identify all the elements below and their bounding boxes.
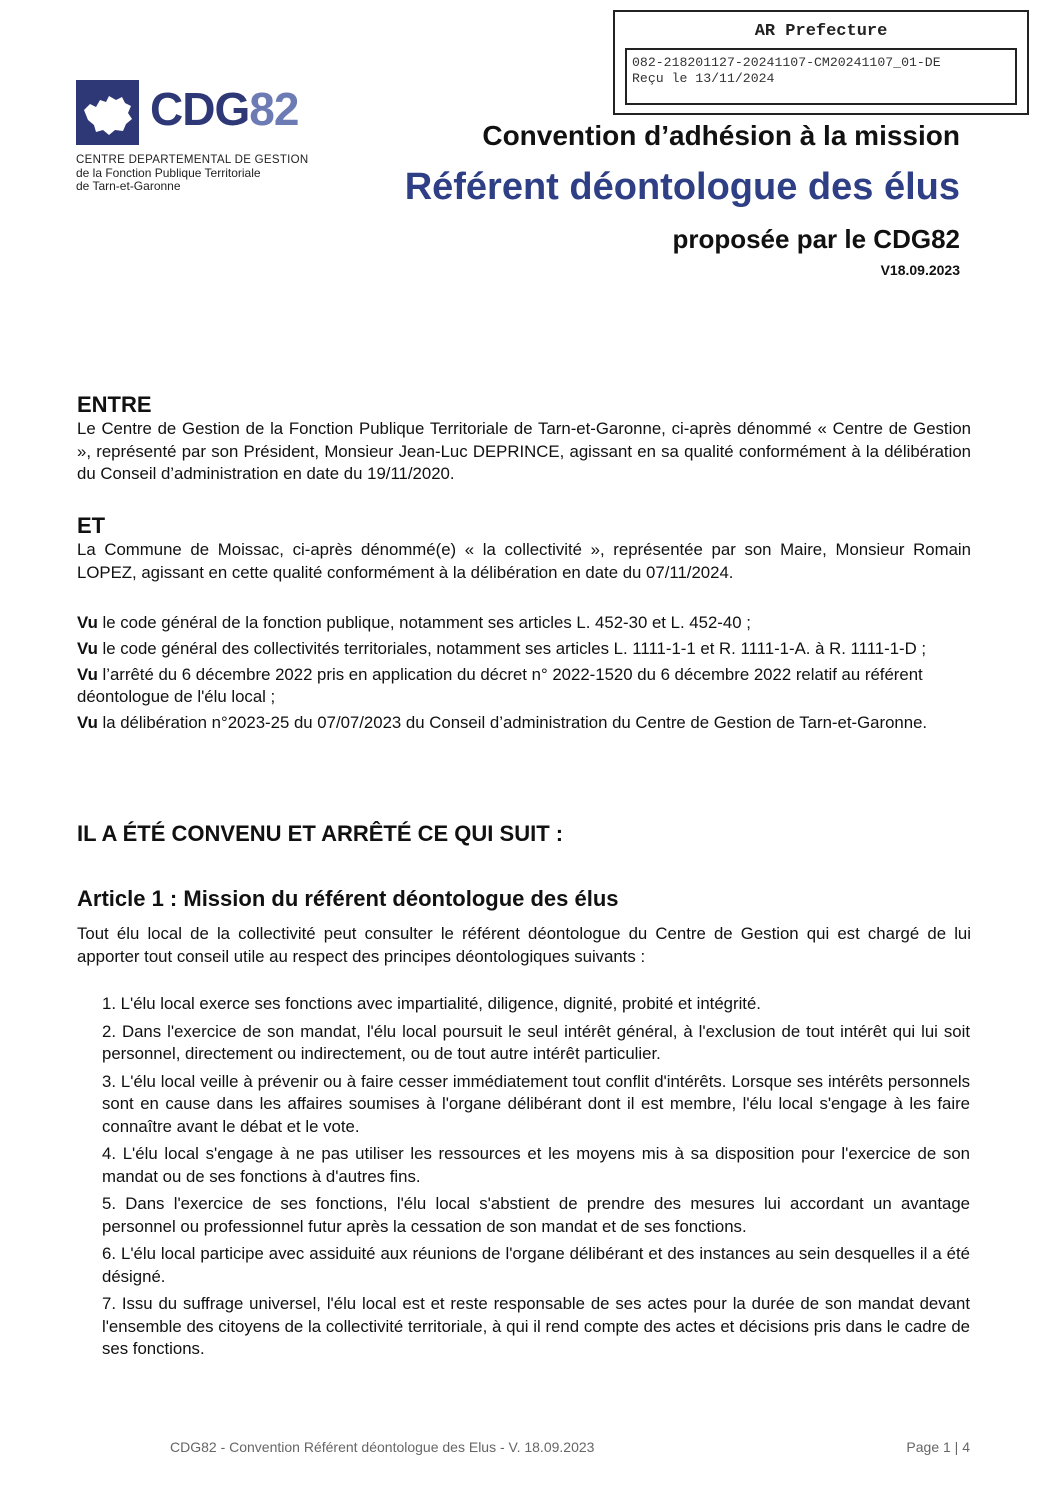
et-heading: ET	[77, 513, 106, 538]
stamp-details	[625, 48, 1017, 105]
stamp-title: AR Prefecture	[754, 22, 888, 41]
logo-subtitle-line: CENTRE DEPARTEMENTAL DE GESTION	[76, 154, 309, 166]
entre-heading: ENTRE	[77, 392, 152, 417]
et-text: La Commune de Moissac, ci-après dénommé(e) « la collectivité », représentée par son Maire, Monsieur Romain LOPEZ, agissant en cette qualité conformément à la délibération en date du 07/11/2024.	[77, 540, 971, 582]
party-entre-section	[77, 392, 971, 486]
vu-item	[77, 712, 971, 734]
list-item: 1. L'élu local exerce ses fonctions avec impartialité, diligence, dignité, probité et intégrité.	[102, 994, 761, 1013]
logo-subtitle-line: de la Fonction Publique Territoriale	[76, 166, 261, 180]
document-title-line3: proposée par le CDG82	[672, 224, 960, 254]
stamp-received-date: Reçu le 13/11/2024	[632, 71, 775, 86]
vu-text: le code général des collectivités territoriales, notamment ses articles L. 1111-1-1 et R. 1111-1-A. à R. 1111-1-D ;	[102, 639, 927, 658]
vu-text: le code général de la fonction publique, notamment ses articles L. 452-30 et L. 452-40 ;	[102, 613, 751, 632]
article-1-principles-list	[102, 993, 970, 1366]
prefecture-stamp	[613, 10, 1029, 115]
footer-document-reference: CDG82 - Convention Référent déontologue des Elus - V. 18.09.2023	[170, 1439, 595, 1455]
vu-label: Vu	[77, 665, 98, 684]
vu-item	[77, 638, 971, 660]
list-item: 7. Issu du suffrage universel, l'élu local est et reste responsable de ses actes pour la durée de son mandat devant l'ensemble des citoyens de la collectivité territoriale, à qui il rend compte des actes et décisions pris dans le cadre de ses fonctions.	[102, 1294, 970, 1358]
article-1-section	[77, 886, 971, 968]
party-et-section	[77, 513, 971, 584]
vu-list	[77, 612, 971, 738]
list-item: 2. Dans l'exercice de son mandat, l'élu local poursuit le seul intérêt général, à l'exclusion de tout intérêt qui lui soit personnel, directement ou indirectement, ou de tout autre intérêt particulier.	[102, 1021, 970, 1063]
logo-wordmark-prefix: CDG	[150, 83, 250, 135]
convenu-section	[77, 821, 971, 847]
list-item: 6. L'élu local participe avec assiduité aux réunions de l'organe délibérant et des instances au sein desquelles il a été désigné.	[102, 1244, 970, 1286]
document-title-main: Référent déontologue des élus	[404, 166, 960, 208]
vu-label: Vu	[77, 613, 98, 632]
vu-text: l’arrêté du 6 décembre 2022 pris en application du décret n° 2022-1520 du 6 décembre 2022 relatif au référent déontologue de l'élu local ;	[77, 665, 923, 706]
list-item: 4. L'élu local s'engage à ne pas utiliser les ressources et les moyens mis à sa disposition pour l'exercice de son mandat ou de ses fonctions à d'autres fins.	[102, 1144, 970, 1186]
stamp-reference: 082-218201127-20241107-CM20241107_01-DE	[632, 55, 941, 70]
list-item: 3. L'élu local veille à prévenir ou à faire cesser immédiatement tout conflit d'intérêts. Lorsque ses intérêts personnels sont en cause dans les affaires soumises à l'organe délibérant dont il est membre, l'élu local s'engage à les faire connaître avant le débat et le vote.	[102, 1071, 970, 1136]
footer-page-number: Page 1 | 4	[906, 1439, 970, 1455]
article-1-intro: Tout élu local de la collectivité peut consulter le référent déontologue du Centre de Gestion qui est chargé de lui apporter tout conseil utile au respect des principes déontologiques suivants :	[77, 924, 971, 966]
list-item: 5. Dans l'exercice de ses fonctions, l'élu local s'abstient de prendre des mesures lui accordant un avantage personnel ou professionnel futur après la cessation de son mandat et de ses fonctions.	[102, 1194, 970, 1236]
logo-subtitle-line: de Tarn-et-Garonne	[76, 179, 181, 193]
vu-item	[77, 612, 971, 634]
cdg82-logo-icon	[76, 80, 139, 145]
entre-text: Le Centre de Gestion de la Fonction Publique Territoriale de Tarn-et-Garonne, ci-après dénommé « Centre de Gestion », représenté par son Président, Monsieur Jean-Luc DEPRINCE, agissant en sa qualité conformément à la délibération du Conseil d’administration en date du 19/11/2020.	[77, 419, 971, 483]
vu-label: Vu	[77, 639, 98, 658]
logo-subtitle	[76, 154, 309, 193]
convenu-heading: IL A ÉTÉ CONVENU ET ARRÊTÉ CE QUI SUIT :	[77, 821, 564, 846]
article-1-heading: Article 1 : Mission du référent déontologue des élus	[77, 886, 619, 911]
vu-label: Vu	[77, 713, 98, 732]
logo-wordmark	[150, 80, 298, 138]
document-version: V18.09.2023	[880, 262, 960, 278]
vu-text: la délibération n°2023-25 du 07/07/2023 du Conseil d’administration du Centre de Gestion de Tarn-et-Garonne.	[102, 713, 928, 732]
document-title-line1: Convention d’adhésion à la mission	[482, 120, 960, 151]
vu-item	[77, 664, 971, 708]
logo-wordmark-number: 82	[249, 83, 299, 135]
